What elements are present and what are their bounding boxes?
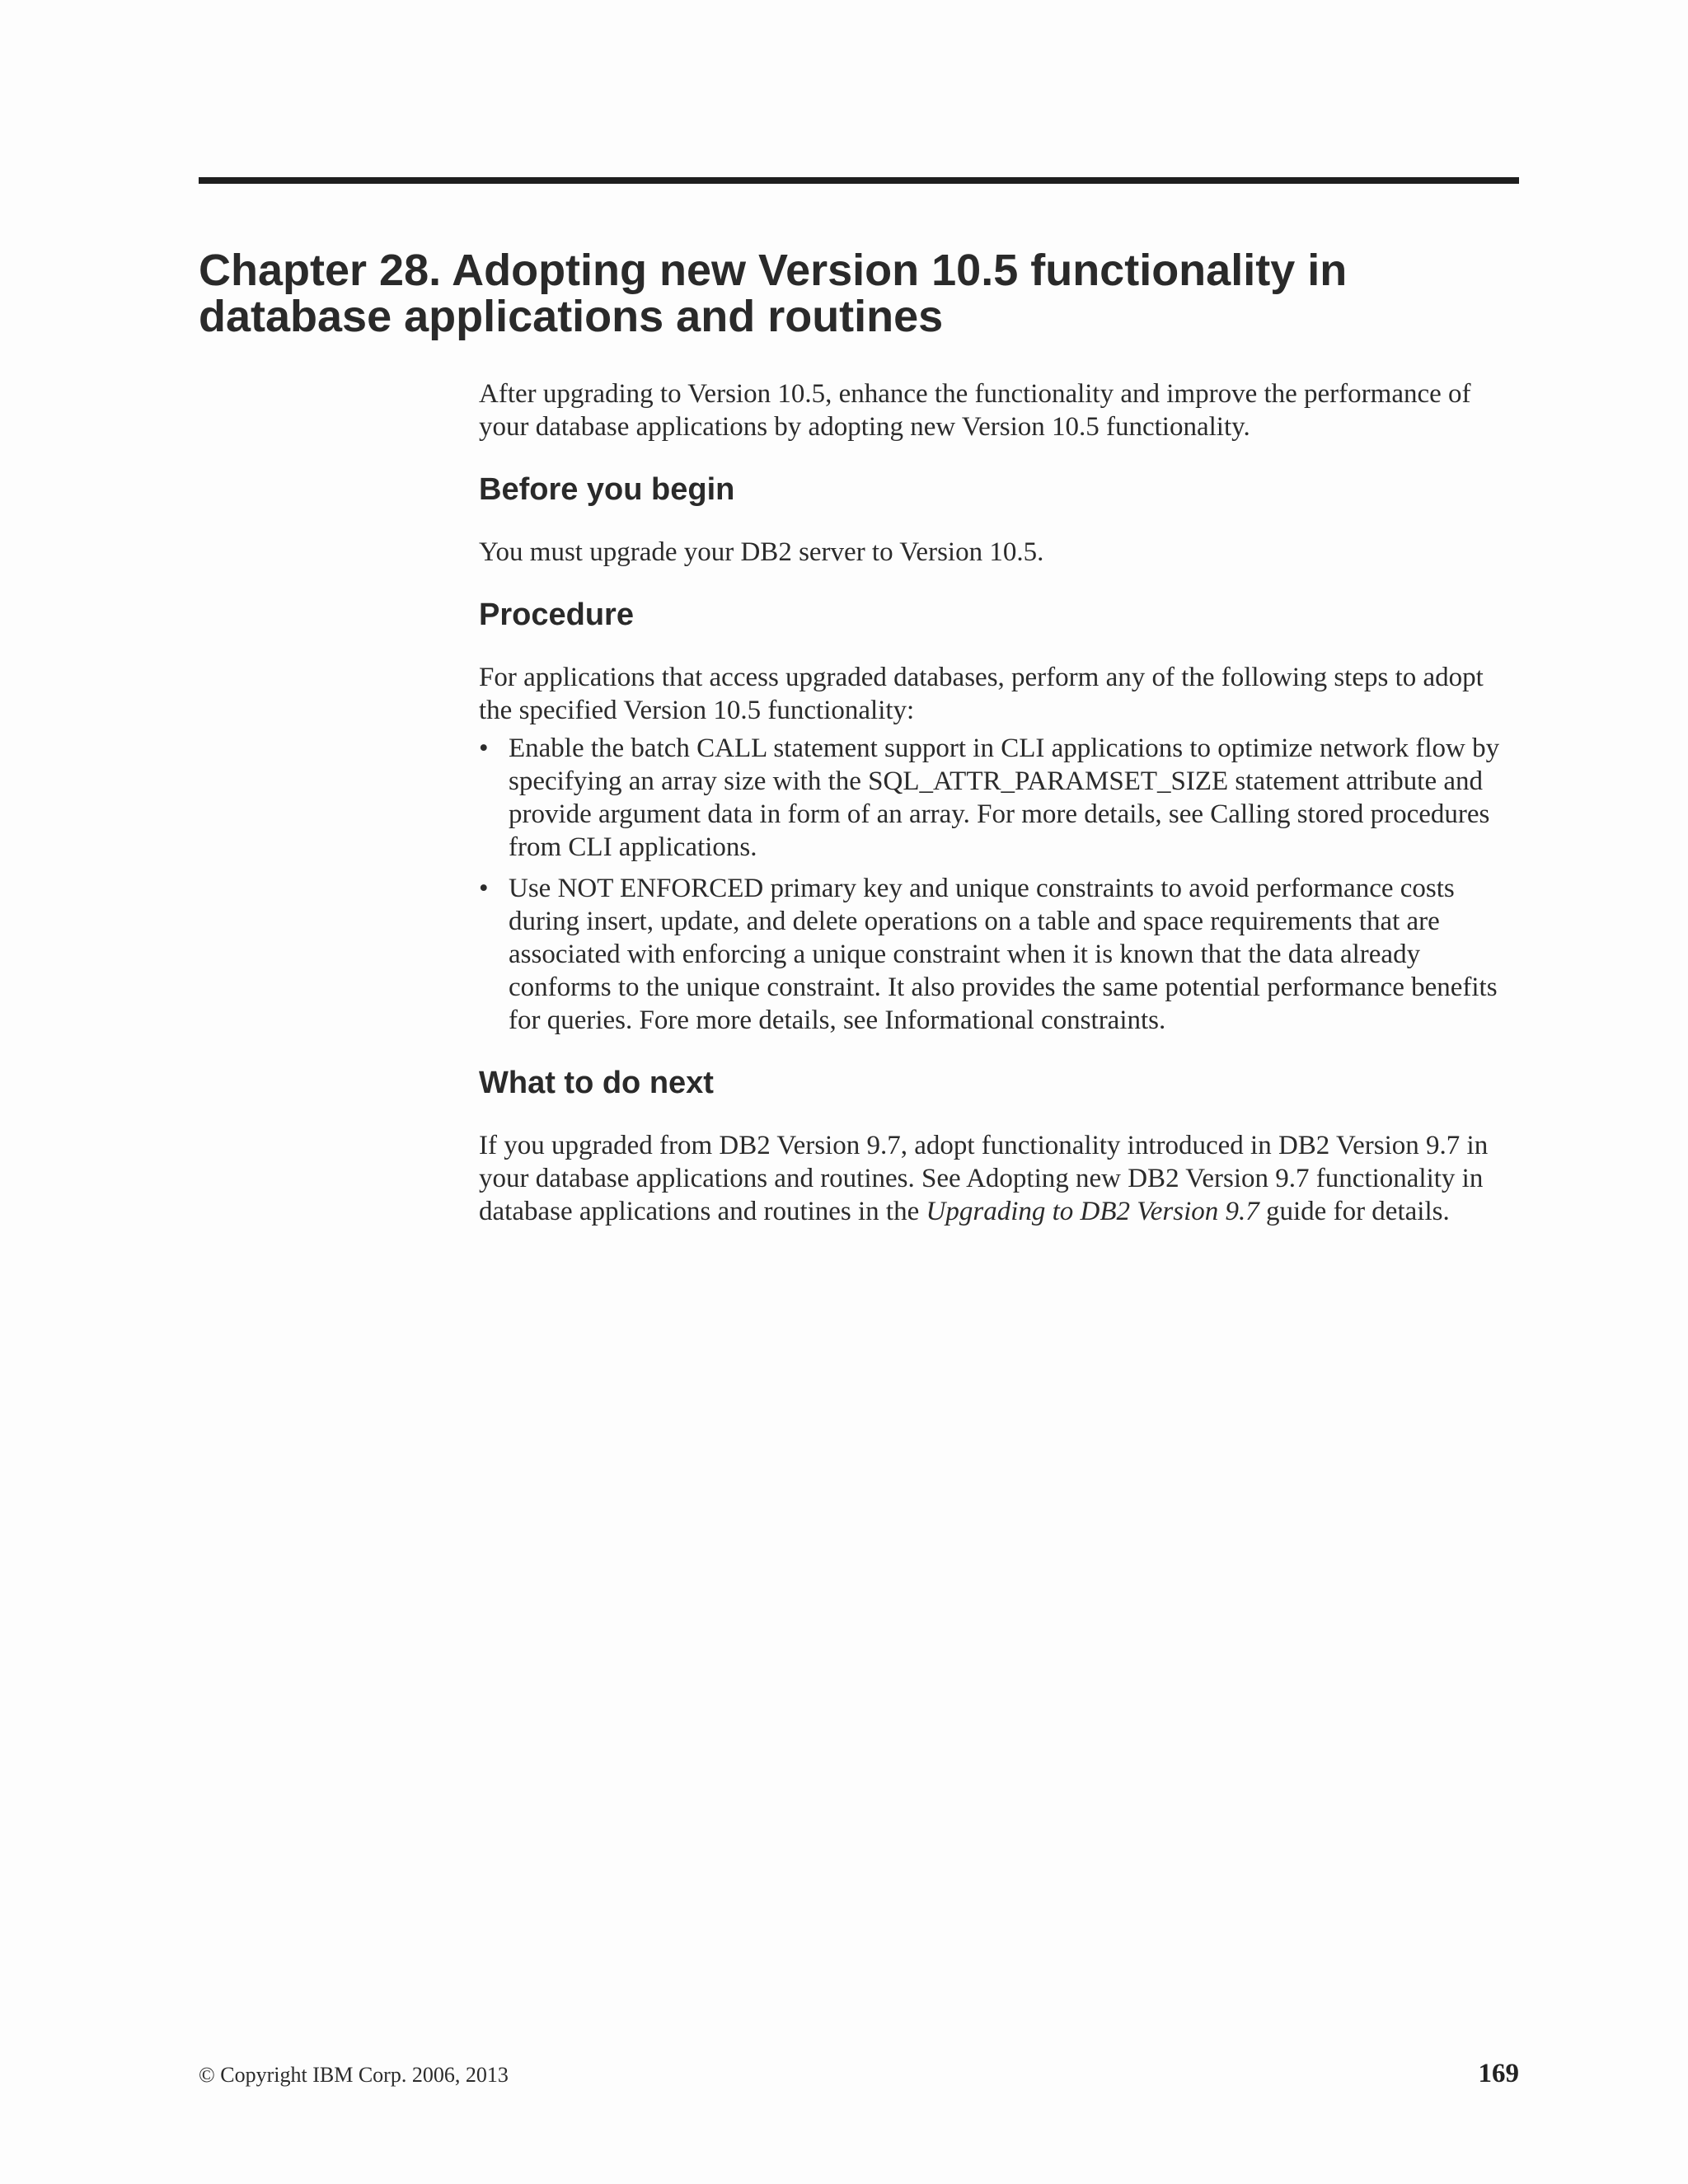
bullet-icon: • <box>479 733 489 763</box>
guide-title: Upgrading to DB2 Version 9.7 <box>926 1197 1259 1226</box>
procedure-lead: For applications that access upgraded databases, perform any of the following steps to adopt the specified Version 10.5 functionality: <box>479 663 1484 725</box>
what-to-do-next-text-start: If you upgraded from DB2 Version 9.7, adopt functionality introduced in DB2 Version 9.7 in your database applications and routines. See Adopting new DB2 Version 9.7 functionality in database applications and routines in the <box>479 1131 1489 1226</box>
list-item-text: Use NOT ENFORCED primary key and unique constraints to avoid performance costs during insert, update, and delete operations on a table and space requirements that are associated with enforcing a unique constraint when it is known that the data already conforms to the unique constraint. It also provides the same potential performance benefits for queries. Fore more details, see Informational constraints. <box>509 874 1498 1035</box>
what-to-do-next-text <box>479 1129 1519 1228</box>
copyright-notice: © Copyright IBM Corp. 2006, 2013 <box>199 2063 509 2087</box>
list-item-text: Enable the batch CALL statement support in CLI applications to optimize network flow by specifying an array size with the SQL_ATTR_PARAMSET_SIZE statement attribute and provide argument data in form of an array. For more details, see Calling stored procedures from CLI applications. <box>509 733 1500 862</box>
chapter-title-line-2: database applications and routines <box>199 292 944 341</box>
what-to-do-next-heading: What to do next <box>479 1066 714 1100</box>
procedure-heading: Procedure <box>479 598 634 632</box>
page-number: 169 <box>1478 2059 1519 2088</box>
top-rule <box>199 177 1519 184</box>
before-you-begin-heading: Before you begin <box>479 472 735 507</box>
list-item <box>479 872 1519 1037</box>
list-item <box>479 732 1519 864</box>
procedure-list <box>479 732 1519 1037</box>
chapter-title <box>199 247 1519 340</box>
before-you-begin-text: You must upgrade your DB2 server to Version 10.5. <box>479 537 1044 567</box>
chapter-content <box>479 377 1519 1228</box>
bullet-icon: • <box>479 874 489 903</box>
chapter-title-line-1: Chapter 28. Adopting new Version 10.5 functionality in <box>199 246 1348 295</box>
intro-paragraph: After upgrading to Version 10.5, enhance the functionality and improve the performance of your database applications by adopting new Version 10.5 functionality. <box>479 379 1471 442</box>
what-to-do-next-text-end: guide for details. <box>1259 1197 1450 1226</box>
